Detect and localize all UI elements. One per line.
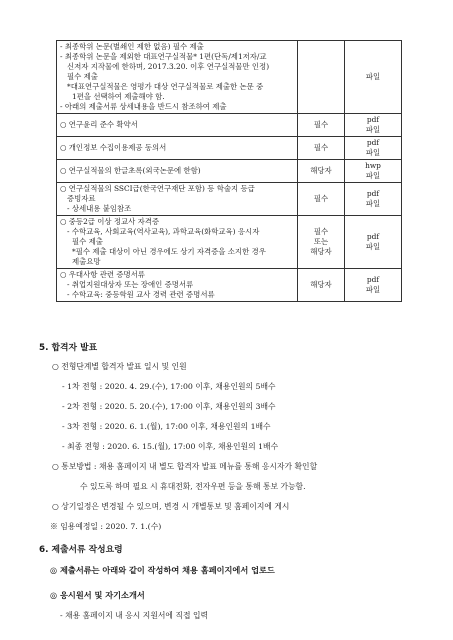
table-text-line: 필수 제출 bbox=[72, 237, 103, 246]
table-cell-required: 해당자 bbox=[298, 160, 345, 183]
section-5-line: ○ 전형단계별 합격자 발표 일시 및 인원 bbox=[52, 362, 187, 371]
table-text-line: - 수학교육, 사회교육(역사교육), 과학교육(화학교육) 응시자 bbox=[67, 227, 260, 236]
table-text-line: ○ 중등2급 이상 정교사 자격증 bbox=[60, 217, 160, 226]
table-row bbox=[57, 160, 402, 183]
format-type: hwp bbox=[365, 161, 381, 170]
table-cell-description bbox=[57, 183, 298, 216]
table-cell-format bbox=[345, 160, 402, 183]
section-5-line: - 2차 전형 : 2020. 5. 20.(수), 17:00 이후, 채용인원의 3배수 bbox=[62, 402, 276, 411]
table-text-line: ○ 우대사항 관련 증명서류 bbox=[60, 270, 145, 279]
table-cell-description bbox=[57, 160, 298, 183]
format-type: pdf bbox=[366, 189, 380, 198]
required-line: 해당자 bbox=[310, 247, 332, 256]
table-row bbox=[57, 114, 402, 137]
table-text-line: 신저자 지작물에 한하며, 2017.3.20. 이후 연구실적물만 인정) bbox=[67, 62, 270, 71]
format-unit: 파일 bbox=[365, 148, 381, 157]
table-row bbox=[57, 216, 402, 269]
table-cell-required: 해당자 bbox=[298, 269, 345, 302]
table-cell-description bbox=[57, 216, 298, 269]
section-5-line: - 3차 전형 : 2020. 6. 1.(월), 17:00 이후, 채용인원의 1배수 bbox=[62, 422, 271, 431]
section-6-subheading: ◎ 응시원서 및 자기소개서 bbox=[50, 590, 145, 600]
table-cell-description bbox=[57, 137, 298, 160]
format-unit: 파일 bbox=[365, 285, 381, 294]
table-row bbox=[57, 183, 402, 216]
table-row bbox=[57, 41, 402, 114]
table-cell-format bbox=[345, 183, 402, 216]
table-row bbox=[57, 137, 402, 160]
table-row bbox=[57, 269, 402, 302]
table-text-line: - 상세내용 붙임참조 bbox=[67, 204, 132, 213]
format-type: pdf bbox=[366, 232, 380, 241]
table-cell-required bbox=[298, 41, 345, 114]
table-text-line: - 아래의 제출서류 상세내용을 반드시 참조하여 제출 bbox=[60, 102, 227, 111]
table-cell-format bbox=[345, 137, 402, 160]
table-text-line: ○ 연구실적물의 한글초록(외국논문에 한함) bbox=[60, 166, 201, 175]
table-cell-description bbox=[57, 41, 298, 114]
table-text-line: - 수학교육: 중등학원 교사 경력 관련 증명서류 bbox=[67, 290, 215, 299]
table-cell-format bbox=[345, 216, 402, 269]
section-5-line: - 최종 전형 : 2020. 6. 15.(월), 17:00 이후, 채용인원의 1배수 bbox=[62, 442, 279, 451]
table-text-line: ○ 연구실적물의 SSCI급(한국연구재단 포함) 등 학술지 등급 bbox=[60, 184, 255, 193]
table-cell-description bbox=[57, 114, 298, 137]
table-text-line: 증빙자료 bbox=[67, 194, 96, 203]
format-type: pdf bbox=[366, 138, 380, 147]
format-type: pdf bbox=[366, 115, 380, 124]
required-line: 또는 bbox=[313, 237, 329, 246]
format-unit: 파일 bbox=[365, 171, 381, 180]
section-5-line: ○ 통보방법 : 채용 홈페이지 내 별도 합격자 발표 메뉴를 통해 응시자가 확인할 bbox=[52, 462, 318, 471]
format-unit: 파일 bbox=[365, 125, 381, 134]
table-cell-required: 필수 bbox=[298, 183, 345, 216]
table-text-line: - 최종학위 논문(별쇄인 제한 없음) 필수 제출 bbox=[60, 42, 204, 51]
required-documents-table bbox=[56, 40, 402, 302]
required-line: 필수 bbox=[313, 227, 329, 236]
section-5-line: - 1차 전형 : 2020. 4. 29.(수), 17:00 이후, 채용인원의 5배수 bbox=[62, 382, 276, 391]
table-text-line: ○ 연구윤리 준수 확약서 bbox=[60, 120, 138, 129]
table-text-line: ○ 개인정보 수집이용제공 동의서 bbox=[60, 143, 167, 152]
section-5-line: 수 있도록 하며 필요 시 휴대전화, 전자우편 등을 통해 통보 가능함. bbox=[80, 482, 306, 491]
table-text-line: 필수 제출 bbox=[67, 72, 98, 81]
section-5-line: ※ 임용예정일 : 2020. 7. 1.(수) bbox=[50, 522, 162, 531]
table-text-line: *필수 제출 대상이 아닌 경우에도 상기 자격증을 소지한 경우 bbox=[72, 247, 266, 256]
table-cell-format bbox=[345, 114, 402, 137]
section-5-heading: 5. 합격자 발표 bbox=[39, 343, 98, 353]
table-cell-required bbox=[298, 216, 345, 269]
table-cell-required: 필수 bbox=[298, 137, 345, 160]
table-cell-format bbox=[345, 269, 402, 302]
table-text-line: - 취업지원대상자 또는 장애인 증명서류 bbox=[67, 280, 194, 289]
table-text-line: - 최종학위 논문을 제외한 대표연구실적물* 1편(단독/제1저자/교 bbox=[60, 52, 267, 61]
table-cell-description bbox=[57, 269, 298, 302]
format-unit: 파일 bbox=[365, 242, 381, 251]
table-text-line: 제출요망 bbox=[72, 257, 101, 266]
section-5-line: ○ 상기일정은 변경될 수 있으며, 변경 시 개별통보 및 홈페이지에 게시 bbox=[52, 502, 290, 511]
format-unit: 파일 bbox=[365, 199, 381, 208]
section-6-line: - 채용 홈페이지 내 응시 지원서에 직접 입력 bbox=[60, 611, 209, 620]
format-type: pdf bbox=[366, 275, 380, 284]
table-text-line: 1편을 선택하여 제출해야 함. bbox=[72, 92, 165, 101]
table-text-line: *대표연구실적물은 영평가 대상 연구실적물로 제출한 논문 중 bbox=[67, 82, 264, 91]
table-cell-format: 파일 bbox=[345, 41, 402, 114]
table-cell-required: 필수 bbox=[298, 114, 345, 137]
section-6-heading: 6. 제출서류 작성요령 bbox=[39, 545, 123, 555]
section-6-notice: ◎ 제출서류는 아래와 같이 작성하여 채용 홈페이지에서 업로드 bbox=[50, 565, 275, 575]
